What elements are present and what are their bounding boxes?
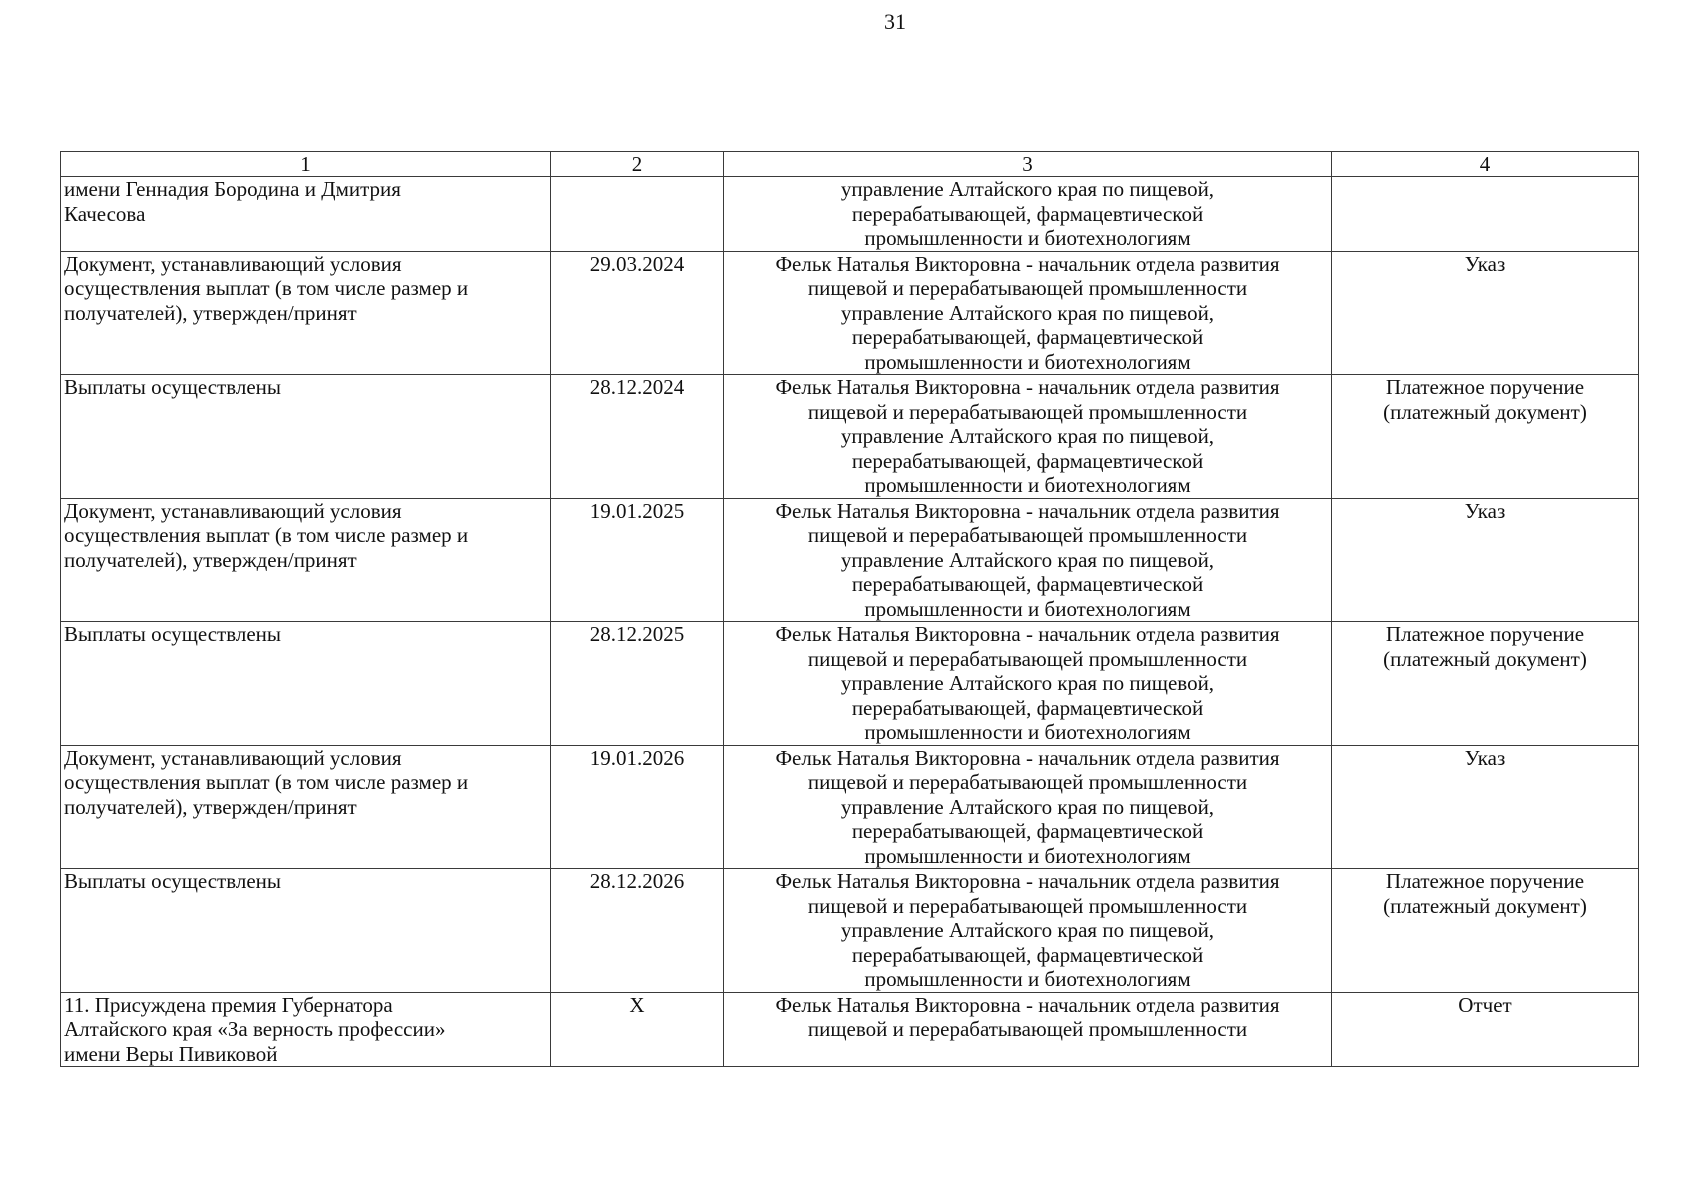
responsible-person-line: управление Алтайского края по пищевой, (840, 918, 1215, 942)
responsible-person-line: управление Алтайского края по пищевой, (840, 300, 1215, 325)
document-type-cell (1332, 375, 1639, 499)
table-row (61, 622, 1639, 746)
event-description-line: Выплаты осуществлены (64, 375, 282, 399)
event-description-cell (61, 251, 551, 375)
responsible-person-line: промышленности и биотехнологиям (864, 349, 1191, 374)
document-type-line: Указ (1464, 745, 1506, 770)
event-description-cell (61, 745, 551, 869)
event-description-cell (61, 498, 551, 622)
responsible-person-line: перерабатывающей, фармацевтической (851, 572, 1204, 596)
responsible-person-line: промышленности и биотехнологиям (864, 226, 1191, 250)
responsible-person-line: пищевой и перерабатывающей промышленности (807, 1017, 1248, 1041)
event-description-line: осуществления выплат (в том числе размер и (64, 770, 469, 794)
responsible-person-line: перерабатывающей, фармацевтической (851, 201, 1204, 226)
event-description-line: 11. Присуждена премия Губернатора (64, 992, 393, 1017)
table-row (61, 745, 1639, 869)
event-description-cell (61, 375, 551, 499)
responsible-person-cell (724, 745, 1332, 869)
responsible-person-cell (724, 498, 1332, 622)
responsible-person-line: Фельк Наталья Викторовна - начальник отдела развития (775, 992, 1280, 1017)
responsible-person-line: перерабатывающей, фармацевтической (851, 942, 1204, 967)
document-type-line: Платежное поручение (1385, 869, 1585, 893)
responsible-person-cell (724, 992, 1332, 1067)
event-description-line: Выплаты осуществлены (64, 622, 282, 646)
column-header: 1 (61, 152, 551, 177)
table-row (61, 251, 1639, 375)
document-type-cell (1332, 869, 1639, 993)
document-type-cell (1332, 992, 1639, 1067)
event-description-line: получателей), утвержден/принят (64, 794, 357, 819)
responsible-person-line: Фельк Наталья Викторовна - начальник отдела развития (775, 251, 1280, 276)
date-cell (551, 177, 724, 252)
responsible-person-line: Фельк Наталья Викторовна - начальник отдела развития (775, 498, 1280, 523)
column-header: 2 (551, 152, 724, 177)
document-type-line: Указ (1464, 498, 1506, 523)
date-cell: 28.12.2026 (551, 869, 724, 993)
responsible-person-line: Фельк Наталья Викторовна - начальник отдела развития (775, 622, 1280, 646)
responsible-person-line: перерабатывающей, фармацевтической (851, 695, 1204, 720)
responsible-person-line: управление Алтайского края по пищевой, (840, 794, 1215, 819)
date-cell: 19.01.2026 (551, 745, 724, 869)
table-row (61, 992, 1639, 1067)
responsible-person-cell (724, 177, 1332, 252)
event-description-line: Документ, устанавливающий условия (64, 251, 402, 276)
responsible-person-line: пищевой и перерабатывающей промышленности (807, 770, 1248, 794)
responsible-person-line: управление Алтайского края по пищевой, (840, 671, 1215, 695)
document-type-line: (платежный документ) (1383, 646, 1587, 671)
document-type-cell (1332, 745, 1639, 869)
table-header-row (61, 152, 1639, 177)
event-description-cell (61, 992, 551, 1067)
event-description-line: имени Геннадия Бородина и Дмитрия (64, 177, 401, 201)
document-type-cell (1332, 498, 1639, 622)
event-description-line: осуществления выплат (в том числе размер и (64, 276, 469, 300)
event-description-cell (61, 869, 551, 993)
event-description-line: имени Веры Пивиковой (64, 1041, 278, 1066)
document-type-line: Платежное поручение (1385, 375, 1585, 399)
responsible-person-line: Фельк Наталья Викторовна - начальник отдела развития (775, 745, 1280, 770)
date-cell: X (551, 992, 724, 1067)
column-header: 3 (724, 152, 1332, 177)
responsible-person-line: перерабатывающей, фармацевтической (851, 819, 1204, 843)
date-cell: 28.12.2024 (551, 375, 724, 499)
responsible-person-line: промышленности и биотехнологиям (864, 843, 1191, 868)
date-cell: 19.01.2025 (551, 498, 724, 622)
responsible-person-line: пищевой и перерабатывающей промышленности (807, 276, 1248, 300)
document-type-line: Указ (1464, 251, 1506, 276)
responsible-person-line: управление Алтайского края по пищевой, (840, 547, 1215, 572)
table-row (61, 177, 1639, 252)
responsible-person-line: промышленности и биотехнологиям (864, 473, 1191, 497)
date-cell: 28.12.2025 (551, 622, 724, 746)
responsible-person-line: пищевой и перерабатывающей промышленности (807, 399, 1248, 424)
responsible-person-line: пищевой и перерабатывающей промышленности (807, 523, 1248, 547)
responsible-person-cell (724, 375, 1332, 499)
responsible-person-line: перерабатывающей, фармацевтической (851, 325, 1204, 349)
event-description-cell (61, 177, 551, 252)
document-type-line: (платежный документ) (1383, 399, 1587, 424)
responsible-person-line: Фельк Наталья Викторовна - начальник отдела развития (775, 869, 1280, 893)
document-type-cell (1332, 177, 1639, 252)
event-description-line: Документ, устанавливающий условия (64, 498, 402, 523)
event-description-cell (61, 622, 551, 746)
responsible-person-line: промышленности и биотехнологиям (864, 967, 1191, 991)
page-number: 31 (884, 9, 906, 34)
event-description-line: осуществления выплат (в том числе размер и (64, 523, 469, 547)
responsible-person-cell (724, 622, 1332, 746)
column-header: 4 (1332, 152, 1639, 177)
document-type-line: Платежное поручение (1385, 622, 1585, 646)
event-description-line: Алтайского края «За верность профессии» (64, 1017, 446, 1041)
responsible-person-line: Фельк Наталья Викторовна - начальник отдела развития (775, 375, 1280, 399)
table-row (61, 375, 1639, 499)
responsible-person-line: пищевой и перерабатывающей промышленности (807, 646, 1248, 671)
responsible-person-cell (724, 251, 1332, 375)
date-cell: 29.03.2024 (551, 251, 724, 375)
responsible-person-line: промышленности и биотехнологиям (864, 596, 1191, 621)
document-type-cell (1332, 251, 1639, 375)
document-type-line: (платежный документ) (1383, 893, 1587, 918)
responsible-person-line: управление Алтайского края по пищевой, (840, 177, 1215, 201)
document-type-cell (1332, 622, 1639, 746)
document-type-line: Отчет (1458, 992, 1512, 1017)
event-description-line: Качесова (64, 201, 146, 226)
event-description-line: Выплаты осуществлены (64, 869, 282, 893)
responsible-person-line: промышленности и биотехнологиям (864, 720, 1191, 744)
event-description-line: получателей), утвержден/принят (64, 300, 357, 325)
responsible-person-cell (724, 869, 1332, 993)
event-description-line: Документ, устанавливающий условия (64, 745, 402, 770)
table-row (61, 498, 1639, 622)
responsible-person-line: управление Алтайского края по пищевой, (840, 424, 1215, 448)
event-description-line: получателей), утвержден/принят (64, 547, 357, 572)
report-table (60, 151, 1639, 1067)
table-row (61, 869, 1639, 993)
responsible-person-line: перерабатывающей, фармацевтической (851, 448, 1204, 473)
responsible-person-line: пищевой и перерабатывающей промышленности (807, 893, 1248, 918)
